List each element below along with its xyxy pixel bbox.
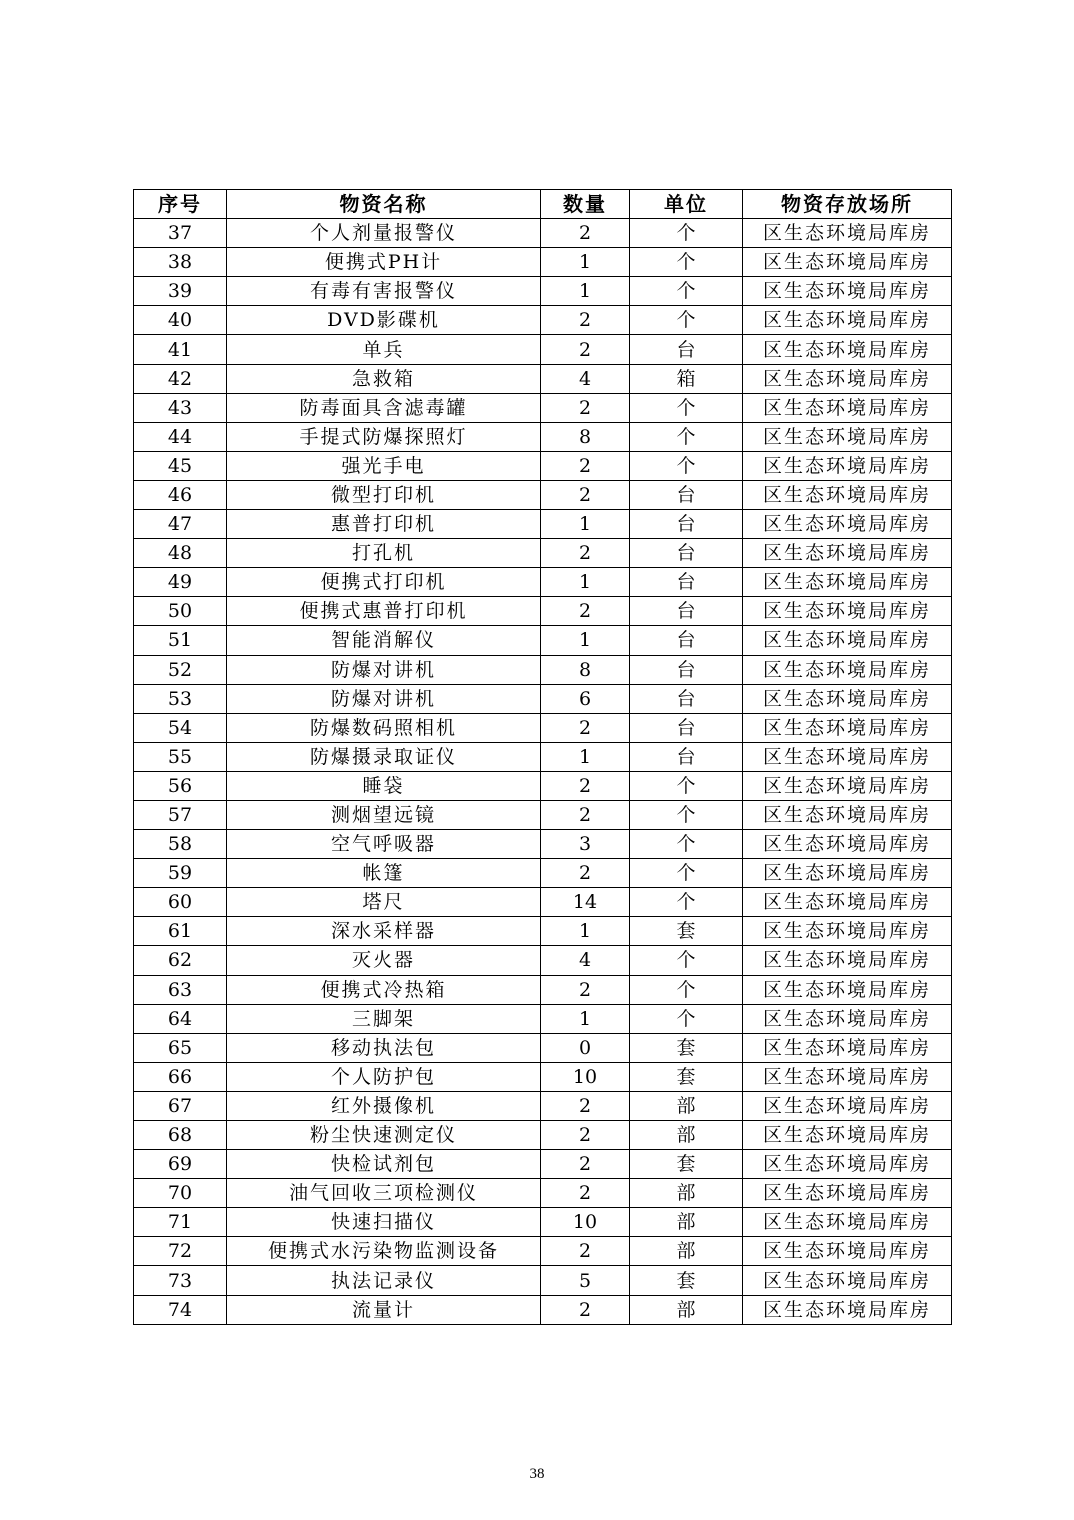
cell-name: 便携式惠普打印机 bbox=[227, 597, 541, 626]
cell-index: 73 bbox=[134, 1266, 227, 1295]
cell-unit: 个 bbox=[630, 393, 743, 422]
cell-unit: 个 bbox=[630, 451, 743, 480]
cell-location: 区生态环境局库房 bbox=[743, 1266, 952, 1295]
cell-unit: 套 bbox=[630, 1150, 743, 1179]
cell-quantity: 2 bbox=[541, 451, 630, 480]
cell-quantity: 2 bbox=[541, 597, 630, 626]
cell-unit: 个 bbox=[630, 422, 743, 451]
cell-location: 区生态环境局库房 bbox=[743, 830, 952, 859]
cell-location: 区生态环境局库房 bbox=[743, 1208, 952, 1237]
cell-index: 44 bbox=[134, 422, 227, 451]
cell-quantity: 4 bbox=[541, 946, 630, 975]
header-location: 物资存放场所 bbox=[743, 190, 952, 219]
table-row bbox=[134, 248, 952, 277]
cell-unit: 部 bbox=[630, 1091, 743, 1120]
cell-location: 区生态环境局库房 bbox=[743, 335, 952, 364]
cell-quantity: 8 bbox=[541, 422, 630, 451]
header-quantity: 数量 bbox=[541, 190, 630, 219]
cell-location: 区生态环境局库房 bbox=[743, 248, 952, 277]
cell-location: 区生态环境局库房 bbox=[743, 1033, 952, 1062]
cell-quantity: 2 bbox=[541, 335, 630, 364]
cell-unit: 套 bbox=[630, 1033, 743, 1062]
table-row bbox=[134, 742, 952, 771]
table-row bbox=[134, 1091, 952, 1120]
cell-location: 区生态环境局库房 bbox=[743, 859, 952, 888]
cell-unit: 个 bbox=[630, 1004, 743, 1033]
table-row bbox=[134, 1208, 952, 1237]
cell-quantity: 3 bbox=[541, 830, 630, 859]
cell-location: 区生态环境局库房 bbox=[743, 306, 952, 335]
cell-name: 塔尺 bbox=[227, 888, 541, 917]
cell-index: 64 bbox=[134, 1004, 227, 1033]
cell-name: 个人剂量报警仪 bbox=[227, 219, 541, 248]
cell-quantity: 2 bbox=[541, 800, 630, 829]
cell-unit: 套 bbox=[630, 917, 743, 946]
cell-name: 打孔机 bbox=[227, 539, 541, 568]
cell-unit: 部 bbox=[630, 1295, 743, 1324]
cell-unit: 个 bbox=[630, 771, 743, 800]
cell-unit: 箱 bbox=[630, 364, 743, 393]
cell-index: 41 bbox=[134, 335, 227, 364]
cell-name: 睡袋 bbox=[227, 771, 541, 800]
table-row bbox=[134, 946, 952, 975]
table-row bbox=[134, 1179, 952, 1208]
header-index: 序号 bbox=[134, 190, 227, 219]
cell-unit: 台 bbox=[630, 335, 743, 364]
cell-quantity: 2 bbox=[541, 1091, 630, 1120]
table-row bbox=[134, 1237, 952, 1266]
cell-quantity: 14 bbox=[541, 888, 630, 917]
cell-location: 区生态环境局库房 bbox=[743, 655, 952, 684]
table-header-row bbox=[134, 190, 952, 219]
cell-name: 防爆对讲机 bbox=[227, 655, 541, 684]
cell-name: 灭火器 bbox=[227, 946, 541, 975]
cell-name: 惠普打印机 bbox=[227, 510, 541, 539]
cell-unit: 个 bbox=[630, 248, 743, 277]
cell-index: 60 bbox=[134, 888, 227, 917]
cell-location: 区生态环境局库房 bbox=[743, 1179, 952, 1208]
cell-quantity: 2 bbox=[541, 393, 630, 422]
cell-quantity: 2 bbox=[541, 859, 630, 888]
table-row bbox=[134, 684, 952, 713]
table-row bbox=[134, 713, 952, 742]
table-row bbox=[134, 917, 952, 946]
cell-location: 区生态环境局库房 bbox=[743, 1237, 952, 1266]
table-row bbox=[134, 771, 952, 800]
cell-unit: 个 bbox=[630, 800, 743, 829]
cell-name: 测烟望远镜 bbox=[227, 800, 541, 829]
cell-location: 区生态环境局库房 bbox=[743, 1121, 952, 1150]
cell-location: 区生态环境局库房 bbox=[743, 510, 952, 539]
table-row bbox=[134, 975, 952, 1004]
cell-location: 区生态环境局库房 bbox=[743, 800, 952, 829]
cell-index: 59 bbox=[134, 859, 227, 888]
cell-name: 空气呼吸器 bbox=[227, 830, 541, 859]
cell-name: 手提式防爆探照灯 bbox=[227, 422, 541, 451]
cell-location: 区生态环境局库房 bbox=[743, 393, 952, 422]
table-row bbox=[134, 539, 952, 568]
table-row bbox=[134, 1062, 952, 1091]
cell-unit: 台 bbox=[630, 713, 743, 742]
table-row bbox=[134, 830, 952, 859]
cell-unit: 部 bbox=[630, 1121, 743, 1150]
cell-name: 强光手电 bbox=[227, 451, 541, 480]
cell-name: 便携式打印机 bbox=[227, 568, 541, 597]
cell-unit: 个 bbox=[630, 277, 743, 306]
table-row bbox=[134, 393, 952, 422]
cell-unit: 个 bbox=[630, 859, 743, 888]
cell-unit: 台 bbox=[630, 655, 743, 684]
cell-name: 防爆数码照相机 bbox=[227, 713, 541, 742]
cell-quantity: 1 bbox=[541, 1004, 630, 1033]
cell-index: 52 bbox=[134, 655, 227, 684]
cell-unit: 个 bbox=[630, 888, 743, 917]
cell-index: 65 bbox=[134, 1033, 227, 1062]
cell-name: 粉尘快速测定仪 bbox=[227, 1121, 541, 1150]
cell-index: 51 bbox=[134, 626, 227, 655]
cell-location: 区生态环境局库房 bbox=[743, 1062, 952, 1091]
cell-quantity: 1 bbox=[541, 277, 630, 306]
table-row bbox=[134, 510, 952, 539]
cell-name: 移动执法包 bbox=[227, 1033, 541, 1062]
cell-quantity: 2 bbox=[541, 975, 630, 1004]
cell-location: 区生态环境局库房 bbox=[743, 975, 952, 1004]
cell-location: 区生态环境局库房 bbox=[743, 771, 952, 800]
cell-name: DVD影碟机 bbox=[227, 306, 541, 335]
cell-index: 62 bbox=[134, 946, 227, 975]
cell-location: 区生态环境局库房 bbox=[743, 1150, 952, 1179]
cell-name: 单兵 bbox=[227, 335, 541, 364]
header-name: 物资名称 bbox=[227, 190, 541, 219]
supplies-table bbox=[133, 189, 952, 1325]
cell-name: 快检试剂包 bbox=[227, 1150, 541, 1179]
cell-location: 区生态环境局库房 bbox=[743, 451, 952, 480]
cell-index: 53 bbox=[134, 684, 227, 713]
table-row bbox=[134, 219, 952, 248]
cell-location: 区生态环境局库房 bbox=[743, 364, 952, 393]
cell-location: 区生态环境局库房 bbox=[743, 1091, 952, 1120]
table-row bbox=[134, 888, 952, 917]
cell-unit: 台 bbox=[630, 539, 743, 568]
cell-unit: 台 bbox=[630, 480, 743, 509]
cell-location: 区生态环境局库房 bbox=[743, 480, 952, 509]
cell-index: 61 bbox=[134, 917, 227, 946]
table-row bbox=[134, 1033, 952, 1062]
cell-quantity: 1 bbox=[541, 568, 630, 597]
cell-unit: 台 bbox=[630, 597, 743, 626]
cell-unit: 台 bbox=[630, 742, 743, 771]
table-row bbox=[134, 306, 952, 335]
cell-unit: 台 bbox=[630, 568, 743, 597]
cell-index: 39 bbox=[134, 277, 227, 306]
cell-location: 区生态环境局库房 bbox=[743, 917, 952, 946]
cell-quantity: 2 bbox=[541, 219, 630, 248]
cell-quantity: 10 bbox=[541, 1208, 630, 1237]
cell-index: 37 bbox=[134, 219, 227, 248]
cell-index: 48 bbox=[134, 539, 227, 568]
cell-location: 区生态环境局库房 bbox=[743, 568, 952, 597]
cell-quantity: 2 bbox=[541, 1295, 630, 1324]
table-row bbox=[134, 335, 952, 364]
cell-location: 区生态环境局库房 bbox=[743, 597, 952, 626]
table-row bbox=[134, 364, 952, 393]
cell-index: 58 bbox=[134, 830, 227, 859]
cell-index: 68 bbox=[134, 1121, 227, 1150]
table-body bbox=[134, 219, 952, 1325]
table-row bbox=[134, 1150, 952, 1179]
cell-index: 63 bbox=[134, 975, 227, 1004]
cell-quantity: 2 bbox=[541, 306, 630, 335]
cell-quantity: 2 bbox=[541, 771, 630, 800]
table-row bbox=[134, 451, 952, 480]
cell-index: 42 bbox=[134, 364, 227, 393]
cell-index: 69 bbox=[134, 1150, 227, 1179]
cell-location: 区生态环境局库房 bbox=[743, 1295, 952, 1324]
table-row bbox=[134, 568, 952, 597]
cell-name: 帐篷 bbox=[227, 859, 541, 888]
cell-quantity: 1 bbox=[541, 626, 630, 655]
cell-unit: 部 bbox=[630, 1179, 743, 1208]
page-number: 38 bbox=[529, 1466, 545, 1482]
cell-location: 区生态环境局库房 bbox=[743, 422, 952, 451]
cell-name: 便携式PH计 bbox=[227, 248, 541, 277]
table-row bbox=[134, 655, 952, 684]
cell-quantity: 1 bbox=[541, 742, 630, 771]
cell-index: 45 bbox=[134, 451, 227, 480]
cell-unit: 个 bbox=[630, 306, 743, 335]
cell-name: 三脚架 bbox=[227, 1004, 541, 1033]
cell-name: 急救箱 bbox=[227, 364, 541, 393]
cell-name: 深水采样器 bbox=[227, 917, 541, 946]
cell-unit: 个 bbox=[630, 219, 743, 248]
cell-index: 74 bbox=[134, 1295, 227, 1324]
cell-location: 区生态环境局库房 bbox=[743, 626, 952, 655]
cell-name: 便携式冷热箱 bbox=[227, 975, 541, 1004]
cell-quantity: 1 bbox=[541, 510, 630, 539]
cell-index: 49 bbox=[134, 568, 227, 597]
cell-quantity: 2 bbox=[541, 1121, 630, 1150]
table-row bbox=[134, 1266, 952, 1295]
cell-location: 区生态环境局库房 bbox=[743, 742, 952, 771]
cell-quantity: 2 bbox=[541, 1179, 630, 1208]
cell-location: 区生态环境局库房 bbox=[743, 219, 952, 248]
cell-location: 区生态环境局库房 bbox=[743, 684, 952, 713]
cell-name: 微型打印机 bbox=[227, 480, 541, 509]
table-row bbox=[134, 1295, 952, 1324]
cell-index: 72 bbox=[134, 1237, 227, 1266]
cell-index: 70 bbox=[134, 1179, 227, 1208]
cell-quantity: 4 bbox=[541, 364, 630, 393]
cell-name: 防爆对讲机 bbox=[227, 684, 541, 713]
cell-unit: 套 bbox=[630, 1062, 743, 1091]
table-row bbox=[134, 859, 952, 888]
cell-quantity: 6 bbox=[541, 684, 630, 713]
cell-name: 红外摄像机 bbox=[227, 1091, 541, 1120]
cell-quantity: 1 bbox=[541, 917, 630, 946]
cell-index: 47 bbox=[134, 510, 227, 539]
cell-index: 66 bbox=[134, 1062, 227, 1091]
table-row bbox=[134, 422, 952, 451]
cell-location: 区生态环境局库房 bbox=[743, 539, 952, 568]
cell-unit: 台 bbox=[630, 626, 743, 655]
cell-unit: 套 bbox=[630, 1266, 743, 1295]
cell-quantity: 2 bbox=[541, 1150, 630, 1179]
cell-quantity: 0 bbox=[541, 1033, 630, 1062]
cell-index: 56 bbox=[134, 771, 227, 800]
cell-unit: 部 bbox=[630, 1237, 743, 1266]
table-row bbox=[134, 597, 952, 626]
table-row bbox=[134, 626, 952, 655]
cell-index: 40 bbox=[134, 306, 227, 335]
cell-name: 油气回收三项检测仪 bbox=[227, 1179, 541, 1208]
cell-quantity: 10 bbox=[541, 1062, 630, 1091]
cell-name: 智能消解仪 bbox=[227, 626, 541, 655]
cell-quantity: 2 bbox=[541, 713, 630, 742]
cell-index: 38 bbox=[134, 248, 227, 277]
cell-name: 执法记录仪 bbox=[227, 1266, 541, 1295]
cell-name: 快速扫描仪 bbox=[227, 1208, 541, 1237]
cell-quantity: 2 bbox=[541, 480, 630, 509]
cell-index: 54 bbox=[134, 713, 227, 742]
cell-index: 57 bbox=[134, 800, 227, 829]
cell-location: 区生态环境局库房 bbox=[743, 946, 952, 975]
table-row bbox=[134, 1121, 952, 1150]
table-row bbox=[134, 480, 952, 509]
cell-unit: 部 bbox=[630, 1208, 743, 1237]
cell-quantity: 5 bbox=[541, 1266, 630, 1295]
cell-name: 个人防护包 bbox=[227, 1062, 541, 1091]
cell-quantity: 8 bbox=[541, 655, 630, 684]
cell-name: 防毒面具含滤毒罐 bbox=[227, 393, 541, 422]
cell-location: 区生态环境局库房 bbox=[743, 713, 952, 742]
cell-name: 便携式水污染物监测设备 bbox=[227, 1237, 541, 1266]
cell-index: 43 bbox=[134, 393, 227, 422]
header-unit: 单位 bbox=[630, 190, 743, 219]
cell-unit: 个 bbox=[630, 975, 743, 1004]
cell-location: 区生态环境局库房 bbox=[743, 277, 952, 306]
cell-name: 流量计 bbox=[227, 1295, 541, 1324]
cell-unit: 个 bbox=[630, 830, 743, 859]
table-row bbox=[134, 277, 952, 306]
cell-index: 67 bbox=[134, 1091, 227, 1120]
cell-index: 71 bbox=[134, 1208, 227, 1237]
cell-unit: 个 bbox=[630, 946, 743, 975]
cell-quantity: 2 bbox=[541, 539, 630, 568]
cell-quantity: 1 bbox=[541, 248, 630, 277]
cell-index: 46 bbox=[134, 480, 227, 509]
cell-name: 有毒有害报警仪 bbox=[227, 277, 541, 306]
cell-quantity: 2 bbox=[541, 1237, 630, 1266]
cell-index: 55 bbox=[134, 742, 227, 771]
cell-name: 防爆摄录取证仪 bbox=[227, 742, 541, 771]
cell-unit: 台 bbox=[630, 510, 743, 539]
cell-location: 区生态环境局库房 bbox=[743, 888, 952, 917]
cell-index: 50 bbox=[134, 597, 227, 626]
cell-location: 区生态环境局库房 bbox=[743, 1004, 952, 1033]
table-row bbox=[134, 800, 952, 829]
cell-unit: 台 bbox=[630, 684, 743, 713]
table-row bbox=[134, 1004, 952, 1033]
